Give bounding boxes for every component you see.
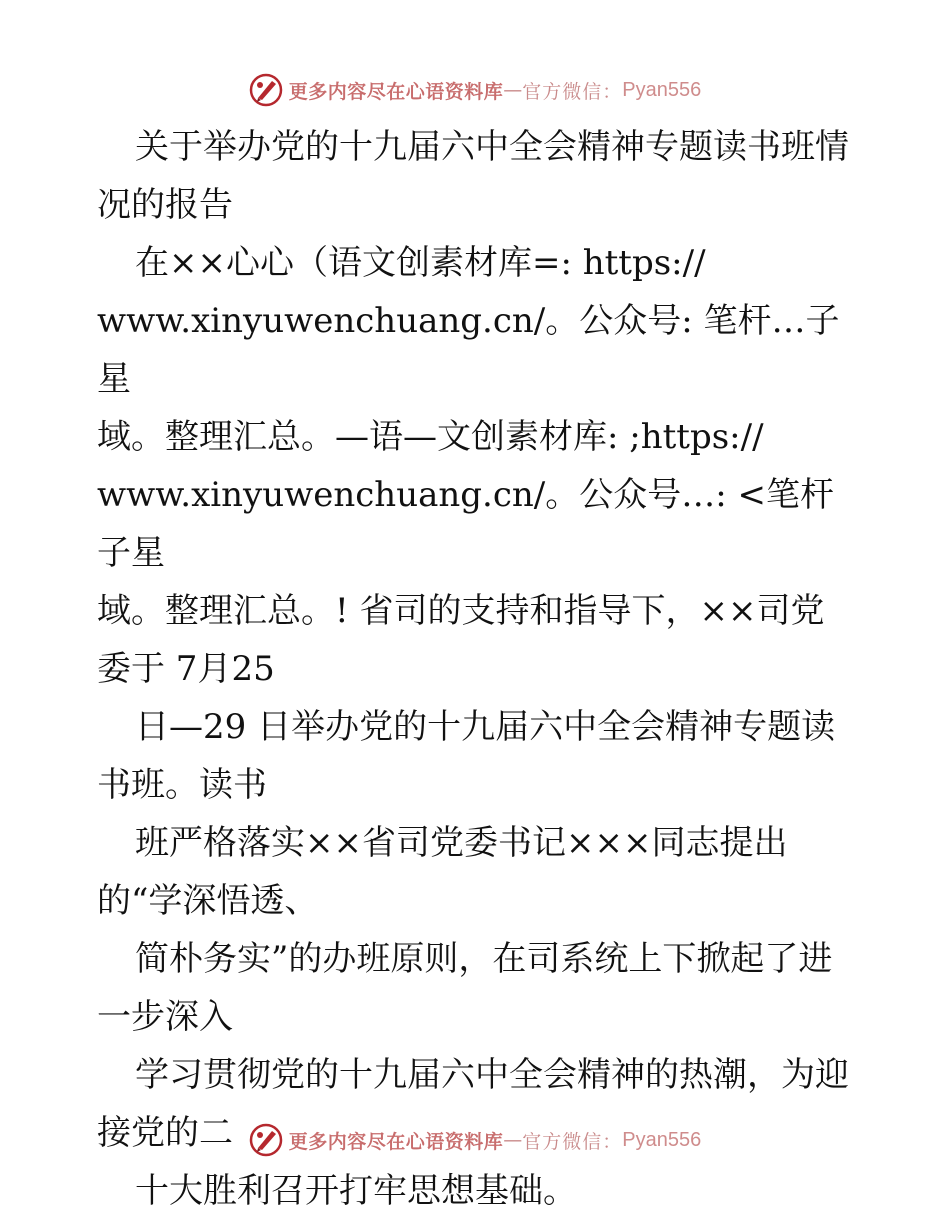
paragraph-2-line-2: 书班。读书 [97, 765, 267, 805]
paragraph-1-line-4: www.xinyuwenchuang.cn/。公众号…: <笔杆子星 [97, 475, 834, 573]
paragraph-3-line-2: 的“学深悟透、 [97, 881, 319, 921]
pen-logo-icon [249, 73, 283, 107]
paragraph-6 [97, 1162, 857, 1220]
footer-banner [0, 1120, 950, 1160]
banner-wechat-id: Pyan556 [622, 78, 702, 101]
footer-separator: — [503, 1129, 523, 1151]
paragraph-1 [97, 234, 857, 698]
paragraph-1-line-2: www.xinyuwenchuang.cn/。公众号: 笔杆…子星 [97, 301, 840, 399]
paragraph-5-line-1: 学习贯彻党的十九届六中全会精神的热潮，为迎 [135, 1055, 849, 1095]
title-line-1: 关于举办党的十九届六中全会精神专题读书班情 [135, 127, 849, 167]
document-body [97, 118, 857, 1220]
paragraph-1-line-5: 域。整理汇总。! 省司的支持和指导下，××司党 [97, 591, 825, 631]
footer-wechat-id: Pyan556 [622, 1128, 702, 1151]
pen-logo-icon [249, 1123, 283, 1157]
header-banner [0, 70, 950, 110]
paragraph-1-line-6: 委于 7月25 [97, 649, 275, 689]
paragraph-6-line-1: 十大胜利召开打牢思想基础。 [135, 1171, 577, 1211]
paragraph-2 [97, 698, 857, 814]
banner-sub-text: 官方微信： [522, 80, 623, 103]
paragraph-4-line-2: 一步深入 [97, 997, 233, 1037]
document-title [97, 118, 857, 234]
paragraph-5-line-2: 接党的二 [97, 1113, 233, 1153]
paragraph-2-line-1: 日—29 日举办党的十九届六中全会精神专题读 [135, 707, 836, 747]
paragraph-3-line-1: 班严格落实××省司党委书记×××同志提出 [135, 823, 788, 863]
banner-separator: — [503, 79, 523, 101]
paragraph-3 [97, 814, 857, 930]
paragraph-1-line-3: 域。整理汇总。—语—文创素材库: ;https:// [97, 417, 764, 457]
paragraph-4-line-1: 简朴务实”的办班原则，在司系统上下掀起了进 [135, 939, 833, 979]
footer-main-text: 更多内容尽在心语资料库 [288, 1130, 504, 1153]
footer-sub-text: 官方微信： [522, 1130, 623, 1153]
paragraph-1-line-1: 在××心心（语文创素材库=: https:// [135, 243, 706, 283]
banner-main-text: 更多内容尽在心语资料库 [288, 80, 504, 103]
paragraph-4 [97, 930, 857, 1046]
title-line-2: 况的报告 [97, 185, 233, 225]
